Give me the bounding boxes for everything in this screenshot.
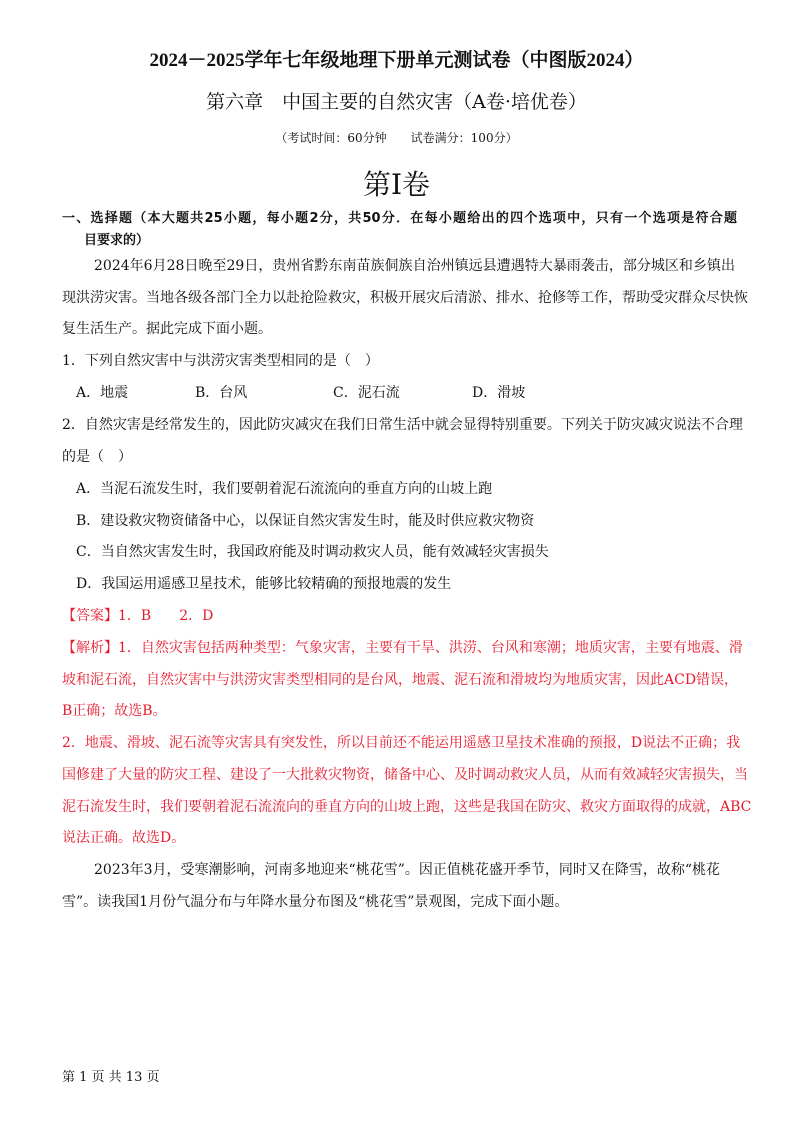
answer-line: 【答案】1．B 2．D — [62, 608, 214, 624]
page-footer: 第 1 页 共 13 页 — [62, 1070, 160, 1085]
section-heading-cont: 目要求的） — [84, 233, 150, 248]
option-d: D．我国运用遥感卫星技术，能够比较精确的预报地震的发生 — [76, 576, 452, 592]
option-b: B．台风 — [195, 385, 248, 401]
document-title: 2024－2025学年七年级地理下册单元测试卷（中图版2024） — [149, 50, 644, 71]
analysis-line: 说法正确。故选D。 — [62, 830, 186, 846]
question-2-stem: 2．自然灾害是经常发生的，因此防灾减灾在我们日常生活中就会显得特别重要。下列关于防灾减灾说法不合理 — [62, 417, 743, 433]
option-c: C．泥石流 — [333, 385, 400, 401]
volume-heading: 第I卷 — [362, 168, 431, 201]
question-2-stem-cont: 的是（ ） — [62, 449, 132, 465]
question-1-stem: 1．下列自然灾害中与洪涝灾害类型相同的是（ ） — [62, 353, 379, 369]
analysis-line: 2．地震、滑坡、泥石流等灾害具有突发性，所以目前还不能运用遥感卫星技术准确的预报，D说法不正确；我 — [62, 735, 741, 751]
passage-line: 复生活生产。据此完成下面小题。 — [62, 321, 272, 337]
exam-info: （考试时间：60分钟 试卷满分：100分） — [275, 131, 518, 145]
option-a: A．当泥石流发生时，我们要朝着泥石流流向的垂直方向的山坡上跑 — [76, 481, 493, 497]
option-a: A．地震 — [76, 385, 129, 401]
passage-line: 现洪涝灾害。当地各级各部门全力以赴抢险救灾，积极开展灾后清淤、排水、抢修等工作，帮助受灾群众尽快恢 — [62, 290, 748, 306]
analysis-line: 国修建了大量的防灾工程、建设了一大批救灾物资，储备中心、及时调动救灾人员，从而有效减轻灾害损失，当 — [62, 767, 748, 783]
passage-line: 2023年3月，受寒潮影响，河南多地迎来“桃花雪”。因正值桃花盛开季节，同时又在降雪，故称“桃花 — [94, 862, 721, 878]
option-c: C．当自然灾害发生时，我国政府能及时调动救灾人员，能有效减轻灾害损失 — [76, 544, 549, 560]
analysis-line: 【解析】1．自然灾害包括两种类型：气象灾害，主要有干旱、洪涝、台风和寒潮；地质灾害，主要有地震、滑 — [62, 640, 743, 656]
chapter-subtitle: 第六章 中国主要的自然灾害（A卷·培优卷） — [206, 91, 587, 113]
passage-line: 雪”。读我国1月份气温分布与年降水量分布图及“桃花雪”景观图，完成下面小题。 — [62, 894, 569, 910]
analysis-line: 坡和泥石流，自然灾害中与洪涝灾害类型相同的是台风，地震、泥石流和滑坡均为地质灾害，因此ACD错误， — [62, 672, 739, 688]
section-heading: 一、选择题（本大题共25小题，每小题2分，共50分．在每小题给出的四个选项中，只有一个选项是符合题 — [62, 211, 737, 226]
passage-line: 2024年6月28日晚至29日，贵州省黔东南苗族侗族自治州镇远县遭遇特大暴雨袭击，部分城区和乡镇出 — [94, 258, 735, 274]
option-b: B．建设救灾物资储备中心，以保证自然灾害发生时，能及时供应救灾物资 — [76, 513, 535, 529]
option-d: D．滑坡 — [472, 385, 526, 401]
analysis-line: 泥石流发生时，我们要朝着泥石流流向的垂直方向的山坡上跑，这些是我国在防灾、救灾方面取得的成就，ABC — [62, 799, 752, 815]
analysis-line: B正确；故选B。 — [62, 703, 167, 719]
